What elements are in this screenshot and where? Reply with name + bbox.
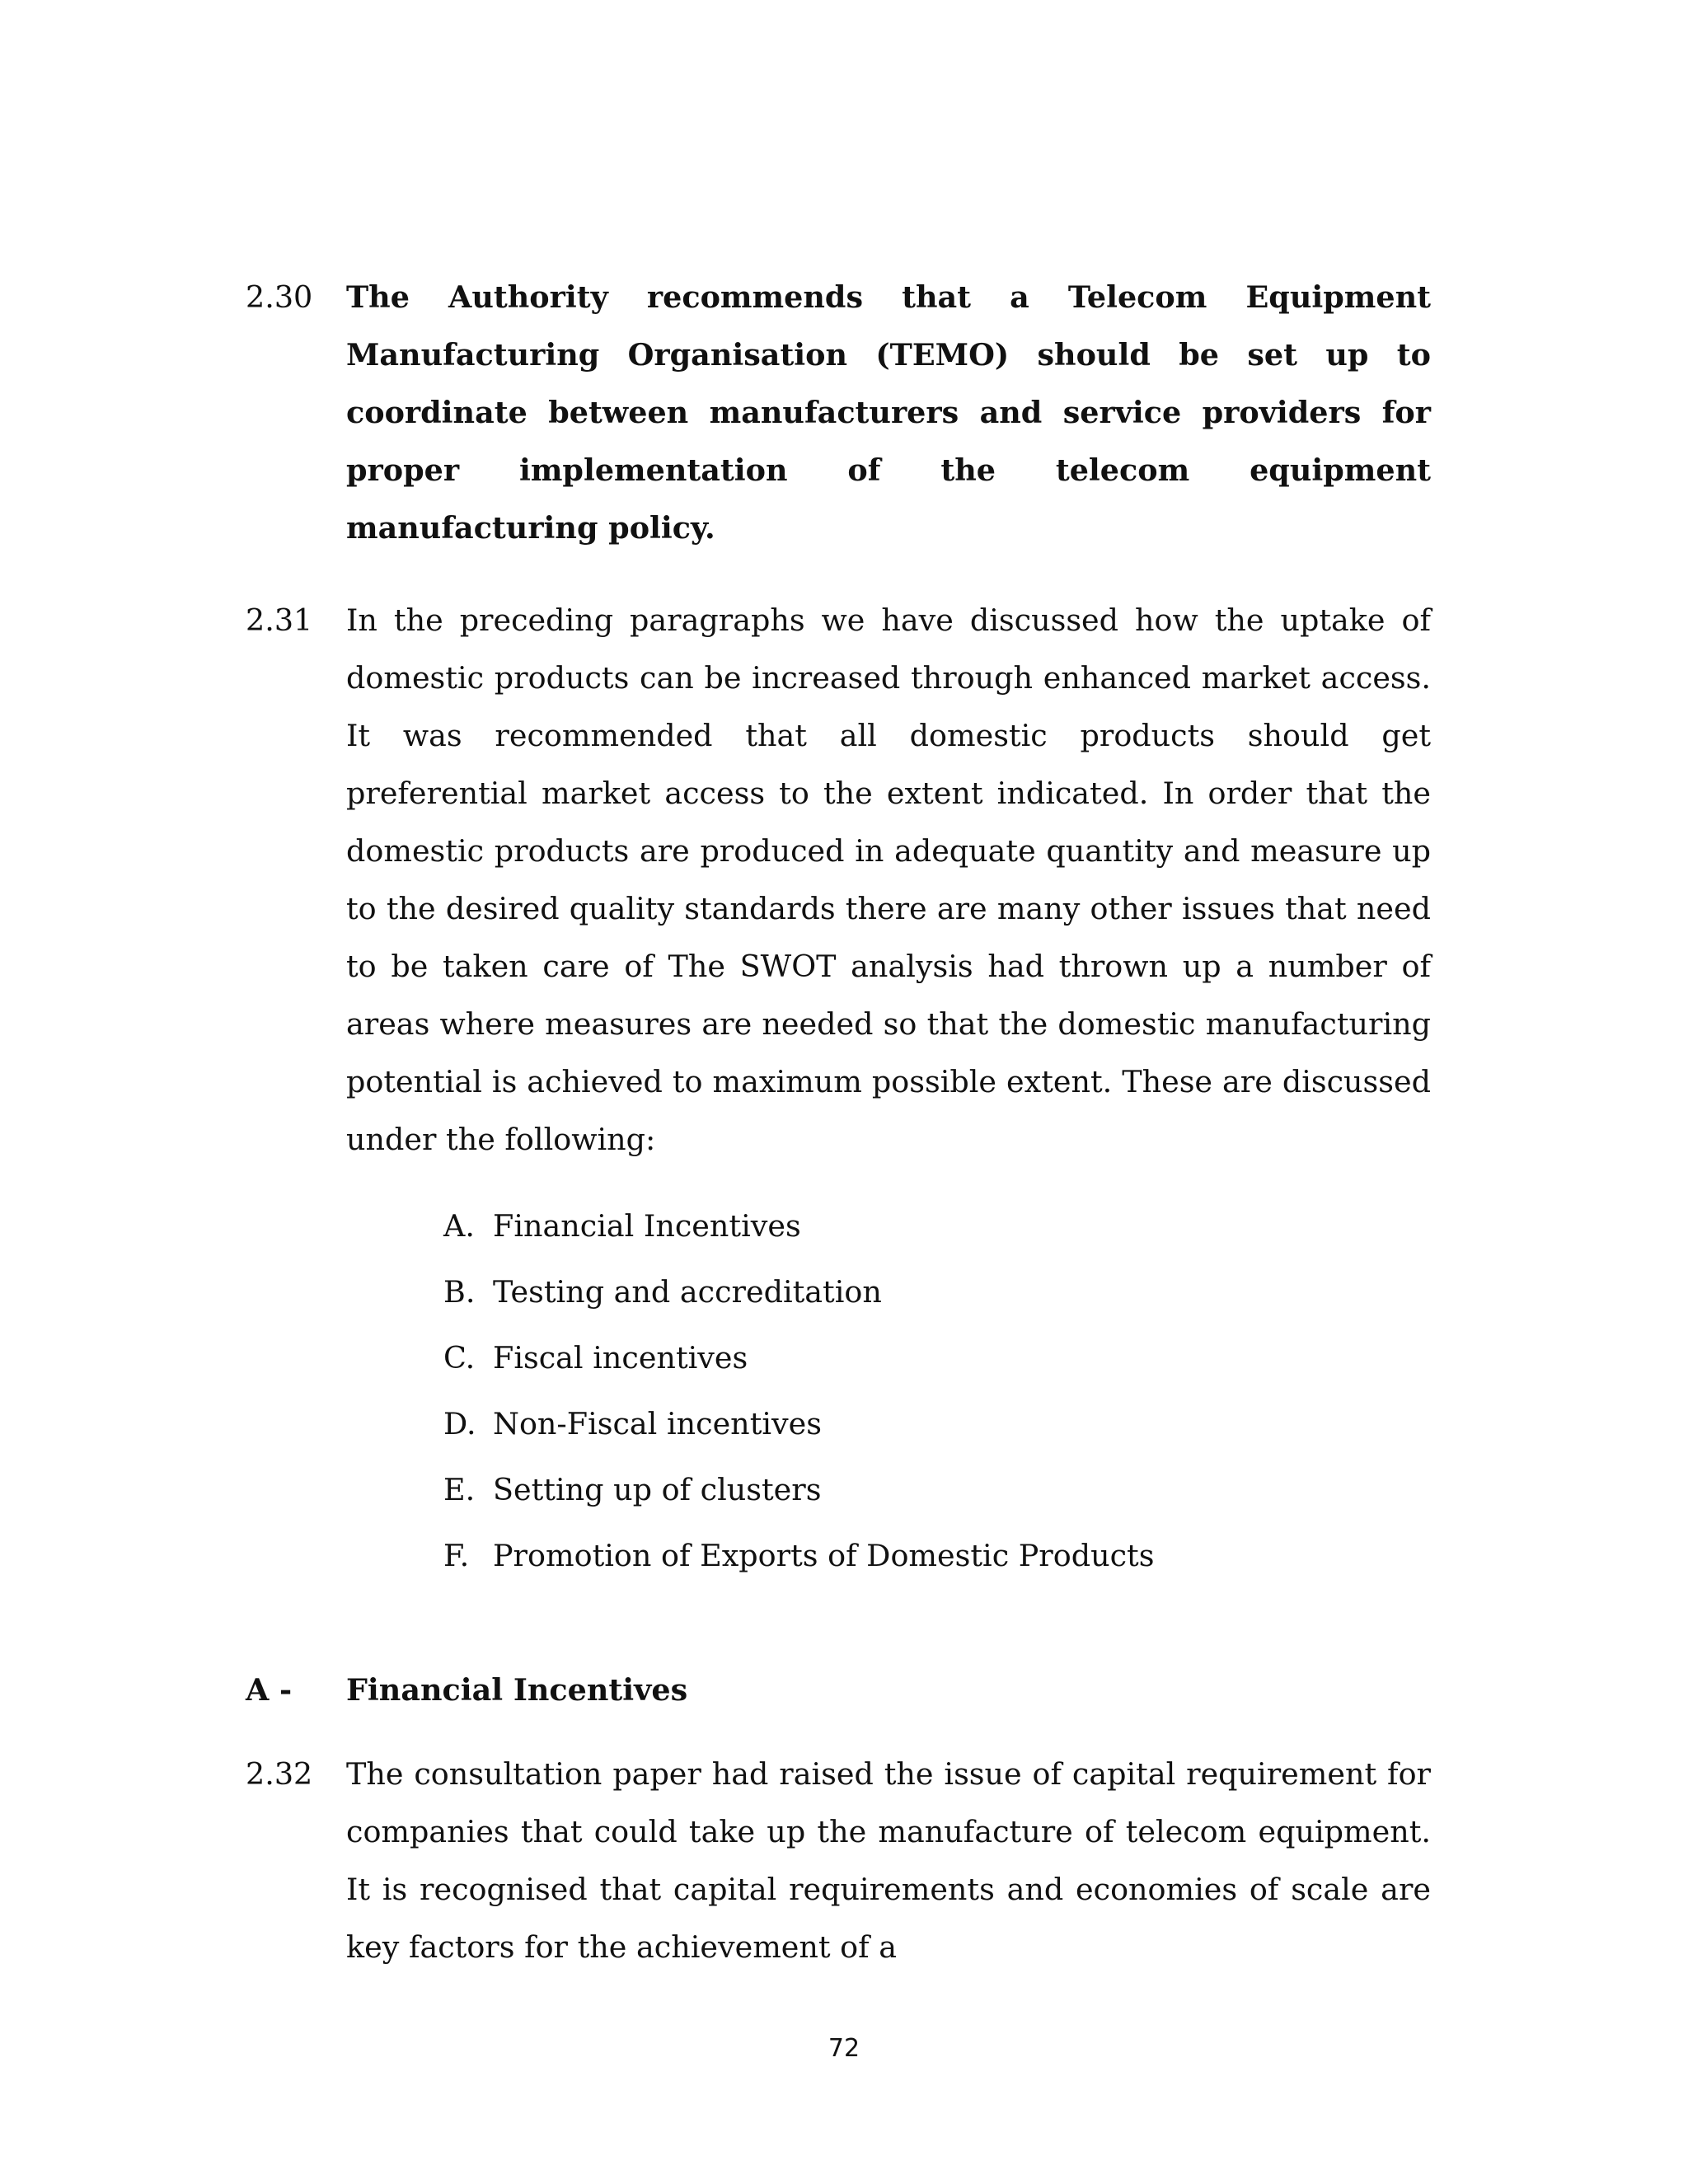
list-item xyxy=(443,1391,1350,1457)
page-number: 72 xyxy=(828,2034,860,2063)
paragraph-number: 2.31 xyxy=(246,602,313,638)
list-item-text: Non-Fiscal incentives xyxy=(493,1406,822,1441)
section-letter: A - xyxy=(246,1672,293,1708)
list-item-text: Promotion of Exports of Domestic Products xyxy=(493,1538,1155,1573)
section-title: Financial Incentives xyxy=(346,1672,688,1708)
list-item-text: Setting up of clusters xyxy=(493,1472,822,1507)
list-item xyxy=(443,1259,1350,1325)
list-item-letter: C. xyxy=(443,1340,476,1376)
list-item xyxy=(443,1325,1350,1391)
list-item-letter: B. xyxy=(443,1274,476,1310)
list-item-letter: E. xyxy=(443,1472,476,1507)
paragraph-number: 2.32 xyxy=(246,1756,313,1792)
paragraph-text: The consultation paper had raised the issue of capital requirement for companies that could take up the manufacture of telecom equipment. It is recognised that capital requirements and economies of scale are key factors for the achievement of a xyxy=(346,1756,1431,1965)
paragraph-number: 2.30 xyxy=(246,279,313,315)
recommendation-text: The Authority recommends that a Telecom Equipment Manufacturing Organisation (TEMO) should be set up to coordinate between manufacturers and service providers for proper implementation of the telecom equipment manufacturing policy. xyxy=(346,279,1431,546)
list-item-text: Financial Incentives xyxy=(493,1208,801,1244)
paragraph-2-31 xyxy=(246,592,1431,1169)
measures-list xyxy=(443,1193,1350,1589)
list-item xyxy=(443,1457,1350,1523)
list-item xyxy=(443,1193,1350,1259)
list-item xyxy=(443,1523,1350,1589)
paragraph-text: In the preceding paragraphs we have discussed how the uptake of domestic products can be increased through enhanced market access. It was recommended that all domestic products should get preferential market access to the extent indicated. In order that the domestic products are produced in adequate quantity and measure up to the desired quality standards there are many other issues that need to be taken care of The SWOT analysis had thrown up a number of areas where measures are needed so that the domestic manufacturing potential is achieved to maximum possible extent. These are discussed under the following: xyxy=(346,602,1431,1157)
list-item-letter: A. xyxy=(443,1208,475,1244)
list-item-text: Testing and accreditation xyxy=(493,1274,882,1310)
list-item-letter: F. xyxy=(443,1538,470,1573)
paragraph-2-30 xyxy=(246,269,1431,557)
list-item-letter: D. xyxy=(443,1406,476,1441)
section-heading xyxy=(246,1661,687,1719)
list-item-text: Fiscal incentives xyxy=(493,1340,748,1376)
paragraph-2-32 xyxy=(246,1746,1431,1976)
